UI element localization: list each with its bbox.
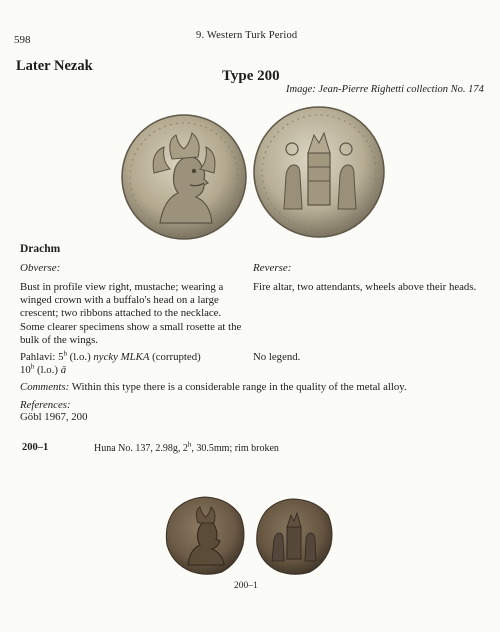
reverse-legend: No legend. [253, 351, 301, 363]
references-label: References: [20, 399, 71, 411]
main-coin-reverse [252, 105, 386, 239]
denomination: Drachm [20, 243, 61, 255]
image-credit: Image: Jean-Pierre Righetti collection No. 174 [286, 84, 484, 95]
specimen-caption: 200–1 [234, 581, 258, 591]
obverse-description: Bust in profile view right, mustache; wearing a winged crown with a buffalo's head on a large crescent; two ribbons attached to the necklace. Some clearer specimens show a small rosette at the bulk of the wings. [20, 281, 242, 346]
type-title: Type 200 [222, 68, 280, 84]
specimen-coin-reverse [254, 497, 334, 577]
specimen-id: 200–1 [22, 442, 49, 453]
specimen-description: Huna No. 137, 2.98g, 2$^h$, 30.5mm; rim broken [94, 440, 279, 454]
obverse-legend-line-1: Pahlavi: 5$^h$ (l.o.) nycky MLKA (corrupted) [20, 349, 201, 363]
reverse-description: Fire altar, two attendants, wheels above their heads. [253, 281, 477, 293]
comments-text: Within this type there is a considerable range in the quality of the metal alloy. [69, 381, 407, 393]
references-text: Göbl 1967, 200 [20, 411, 88, 423]
obverse-legend-line-2: 10$^h$ (l.o.) ā [20, 362, 67, 376]
reverse-label: Reverse: [253, 262, 292, 274]
page-number: 598 [14, 34, 31, 46]
main-coin-obverse [120, 113, 248, 241]
comments [20, 381, 407, 394]
obverse-label: Obverse: [20, 262, 61, 274]
comments-label: Comments: [20, 381, 70, 393]
specimen-coin-obverse [164, 495, 246, 577]
section-title: Later Nezak [16, 58, 93, 74]
running-head: 9. Western Turk Period [196, 30, 298, 41]
